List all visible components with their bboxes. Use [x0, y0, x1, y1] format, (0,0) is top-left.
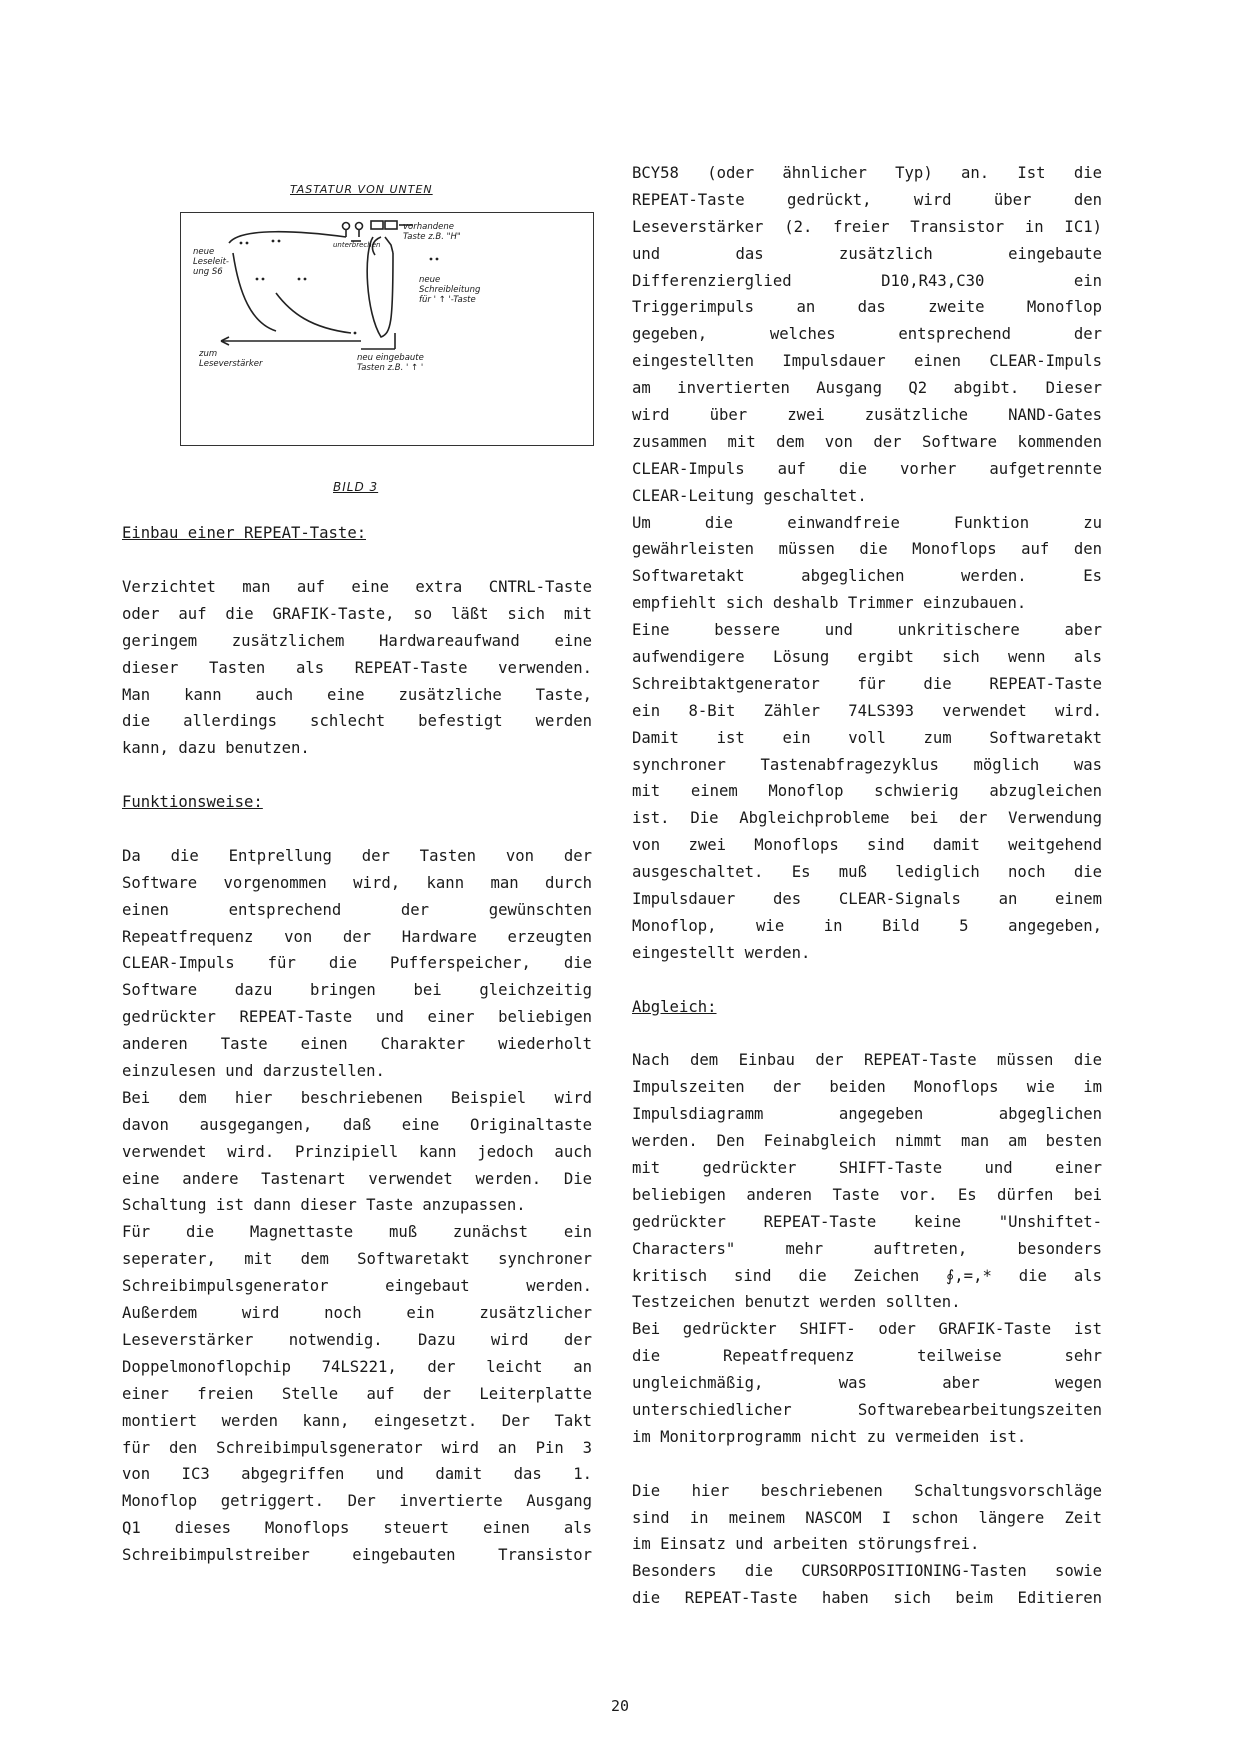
right-paragraph-1 — [632, 160, 1102, 967]
left-paragraph-2 — [122, 843, 592, 1569]
text-line: Schaltung ist dann dieser Taste anzupassen. — [122, 1196, 526, 1215]
text-line: Software vorgenommen wird, kann man durch — [122, 873, 592, 892]
text-line: davon ausgegangen, daß eine Originaltaste — [122, 1115, 592, 1134]
text-line: eingestellt werden. — [632, 943, 811, 962]
text-line: empfiehlt sich deshalb Trimmer einzubauen. — [632, 594, 1027, 613]
heading-calibration: Abgleich: — [632, 997, 717, 1016]
label-existing-key — [403, 222, 461, 242]
text-line: Q1 dieses Monoflops steuert einen als — [122, 1519, 592, 1538]
text-line: Impulsdauer des CLEAR-Signals an einem — [632, 890, 1102, 909]
label-existing-key-line1: vorhandene — [403, 222, 454, 232]
text-line: aufwendigere Lösung ergibt sich wenn als — [632, 648, 1102, 667]
right-paragraph-3 — [632, 1478, 1102, 1612]
text-line: REPEAT-Taste gedrückt, wird über den — [632, 190, 1102, 209]
text-line: Außerdem wird noch ein zusätzlicher — [122, 1304, 592, 1323]
label-interrupt: unterbrechen — [333, 241, 381, 249]
heading-repeat-key: Einbau einer REPEAT-Taste: — [122, 524, 367, 543]
label-new-keys — [357, 353, 424, 373]
text-line: Schreibimpulstreiber eingebauten Transistor — [122, 1546, 592, 1565]
text-line: Schreibimpulsgenerator eingebaut werden. — [122, 1277, 592, 1296]
heading-function: Funktionsweise: — [122, 793, 263, 812]
right-column — [632, 160, 1102, 1612]
text-line: CLEAR-Impuls für die Pufferspeicher, die — [122, 954, 592, 973]
label-new-read-line — [193, 247, 229, 277]
text-line: gedrückter REPEAT-Taste und einer beliebigen — [122, 1008, 592, 1027]
text-line: einen entsprechend der gewünschten — [122, 900, 592, 919]
text-line: Differenzierglied D10,R43,C30 ein — [632, 271, 1102, 290]
text-line: von IC3 abgegriffen und damit das 1. — [122, 1465, 592, 1484]
figure-caption: BILD 3 — [333, 480, 379, 494]
label-to-sense-amp-2: Leseverstärker — [199, 359, 263, 369]
text-line: einer freien Stelle auf der Leiterplatte — [122, 1384, 592, 1403]
text-line: geringem zusätzlichem Hardwareaufwand eine — [122, 631, 592, 650]
label-to-sense-amp-1: zum — [199, 349, 218, 359]
text-line: Bei dem hier beschriebenen Beispiel wird — [122, 1088, 592, 1107]
text-line: gewährleisten müssen die Monoflops auf den — [632, 540, 1102, 559]
text-line: die Repeatfrequenz teilweise sehr — [632, 1347, 1102, 1366]
text-line: unterschiedlicher Softwarebearbeitungszeiten — [632, 1400, 1102, 1419]
label-new-read-line-2: Leseleit- — [193, 257, 229, 267]
text-line: seperater, mit dem Softwaretakt synchroner — [122, 1250, 592, 1269]
text-line: Verzichtet man auf eine extra CNTRL-Taste — [122, 578, 592, 596]
text-line: Doppelmonoflopchip 74LS221, der leicht an — [122, 1357, 592, 1376]
text-line: CLEAR-Leitung geschaltet. — [632, 486, 867, 505]
text-line: Repeatfrequenz von der Hardware erzeugten — [122, 927, 592, 946]
text-line: Monoflop getriggert. Der invertierte Ausgang — [122, 1492, 592, 1511]
wiring-sketch — [181, 213, 593, 445]
text-line: Leseverstärker notwendig. Dazu wird der — [122, 1330, 592, 1349]
label-existing-key-line2: Taste z.B. "H" — [403, 232, 461, 242]
text-line: werden. Den Feinabgleich nimmt man am besten — [632, 1132, 1102, 1151]
text-line: beliebigen anderen Taste vor. Es dürfen bei — [632, 1185, 1102, 1204]
text-line: Eine bessere und unkritischere aber — [632, 621, 1102, 640]
text-line: Um die einwandfreie Funktion zu — [632, 513, 1102, 532]
text-line: Bei gedrückter SHIFT- oder GRAFIK-Taste ist — [632, 1320, 1102, 1339]
label-new-read-line-3: ung S6 — [193, 267, 223, 277]
text-line: Software dazu bringen bei gleichzeitig — [122, 981, 592, 1000]
text-line: einzulesen und darzustellen. — [122, 1062, 385, 1081]
text-line: Impulsdiagramm angegeben abgeglichen — [632, 1105, 1102, 1124]
text-line: von zwei Monoflops sind damit weitgehend — [632, 836, 1102, 855]
label-new-write-line — [419, 275, 480, 305]
text-line: Impulszeiten der beiden Monoflops wie im — [632, 1078, 1102, 1097]
text-line: im Einsatz und arbeiten störungsfrei. — [632, 1535, 980, 1554]
text-line: mit einem Monoflop schwierig abzugleichen — [632, 782, 1102, 801]
text-line: oder auf die GRAFIK-Taste, so läßt sich mit — [122, 604, 592, 623]
label-new-keys-1: neu eingebaute — [357, 353, 424, 363]
text-line: Leseverstärker (2. freier Transistor in IC1) — [632, 217, 1102, 236]
label-to-sense-amp — [199, 349, 263, 369]
text-line: mit gedrückter SHIFT-Taste und einer — [632, 1158, 1102, 1177]
text-line: Man kann auch eine zusätzliche Taste, — [122, 685, 592, 704]
text-line: für den Schreibimpulsgenerator wird an Pin 3 — [122, 1438, 592, 1457]
text-line: Softwaretakt abgeglichen werden. Es — [632, 567, 1102, 586]
text-line: die allerdings schlecht befestigt werden — [122, 712, 592, 731]
text-line: am invertierten Ausgang Q2 abgibt. Dieser — [632, 379, 1102, 398]
text-line: Damit ist ein voll zum Softwaretakt — [632, 728, 1102, 747]
text-line: eingestellten Impulsdauer einen CLEAR-Impuls — [632, 352, 1102, 371]
left-paragraph-1 — [122, 574, 592, 762]
label-new-write-line-1: neue — [419, 275, 441, 285]
text-line: montiert werden kann, eingesetzt. Der Takt — [122, 1411, 592, 1430]
text-line: gedrückter REPEAT-Taste keine "Unshiftet- — [632, 1212, 1102, 1231]
text-line: Da die Entprellung der Tasten von der — [122, 846, 592, 865]
page-number: 20 — [610, 1697, 630, 1715]
text-line: eine andere Tastenart verwendet werden. Die — [122, 1169, 592, 1188]
text-line: ungleichmäßig, was aber wegen — [632, 1374, 1102, 1393]
text-line: Schreibtaktgenerator für die REPEAT-Taste — [632, 674, 1102, 693]
text-line: Testzeichen benutzt werden sollten. — [632, 1293, 961, 1312]
text-line: die REPEAT-Taste haben sich beim Editieren — [632, 1589, 1102, 1608]
text-line: kann, dazu benutzen. — [122, 739, 310, 758]
label-new-write-line-3: für ' ↑ '-Taste — [419, 295, 476, 305]
text-line: zusammen mit dem von der Software kommenden — [632, 432, 1102, 451]
text-line: CLEAR-Impuls auf die vorher aufgetrennte — [632, 459, 1102, 478]
text-line: synchroner Tastenabfragezyklus möglich was — [632, 755, 1102, 774]
text-line: und das zusätzlich eingebaute — [632, 244, 1102, 263]
figure-title: TASTATUR VON UNTEN — [290, 183, 433, 196]
text-line: kritisch sind die Zeichen ∮,=,* die als — [632, 1266, 1102, 1285]
keyboard-wiring-diagram — [180, 212, 594, 446]
text-line: ausgeschaltet. Es muß lediglich noch die — [632, 863, 1102, 882]
text-line: Monoflop, wie in Bild 5 angegeben, — [632, 916, 1102, 935]
text-line: ein 8-Bit Zähler 74LS393 verwendet wird. — [632, 701, 1102, 720]
text-line: ist. Die Abgleichprobleme bei der Verwendung — [632, 809, 1102, 828]
text-line: sind in meinem NASCOM I schon längere Zeit — [632, 1508, 1102, 1527]
label-new-keys-2: Tasten z.B. ' ↑ ' — [357, 363, 424, 373]
label-new-read-line-1: neue — [193, 247, 215, 257]
text-line: wird über zwei zusätzliche NAND-Gates — [632, 406, 1102, 425]
text-line: Triggerimpuls an das zweite Monoflop — [632, 298, 1102, 317]
text-line: anderen Taste einen Charakter wiederholt — [122, 1035, 592, 1054]
text-line: Characters" mehr auftreten, besonders — [632, 1239, 1102, 1258]
text-line: im Monitorprogramm nicht zu vermeiden ist. — [632, 1427, 1027, 1446]
text-line: gegeben, welches entsprechend der — [632, 325, 1102, 344]
label-new-write-line-2: Schreibleitung — [419, 285, 481, 295]
left-column — [122, 524, 592, 1569]
text-line: Die hier beschriebenen Schaltungsvorschläge — [632, 1481, 1102, 1500]
text-line: verwendet wird. Prinzipiell kann jedoch auch — [122, 1142, 592, 1161]
text-line: BCY58 (oder ähnlicher Typ) an. Ist die — [632, 164, 1102, 182]
text-line: dieser Tasten als REPEAT-Taste verwenden. — [122, 658, 592, 677]
text-line: Nach dem Einbau der REPEAT-Taste müssen die — [632, 1051, 1102, 1070]
right-paragraph-2 — [632, 1047, 1102, 1450]
text-line: Für die Magnettaste muß zunächst ein — [122, 1223, 592, 1242]
text-line: Besonders die CURSORPOSITIONING-Tasten sowie — [632, 1562, 1102, 1581]
